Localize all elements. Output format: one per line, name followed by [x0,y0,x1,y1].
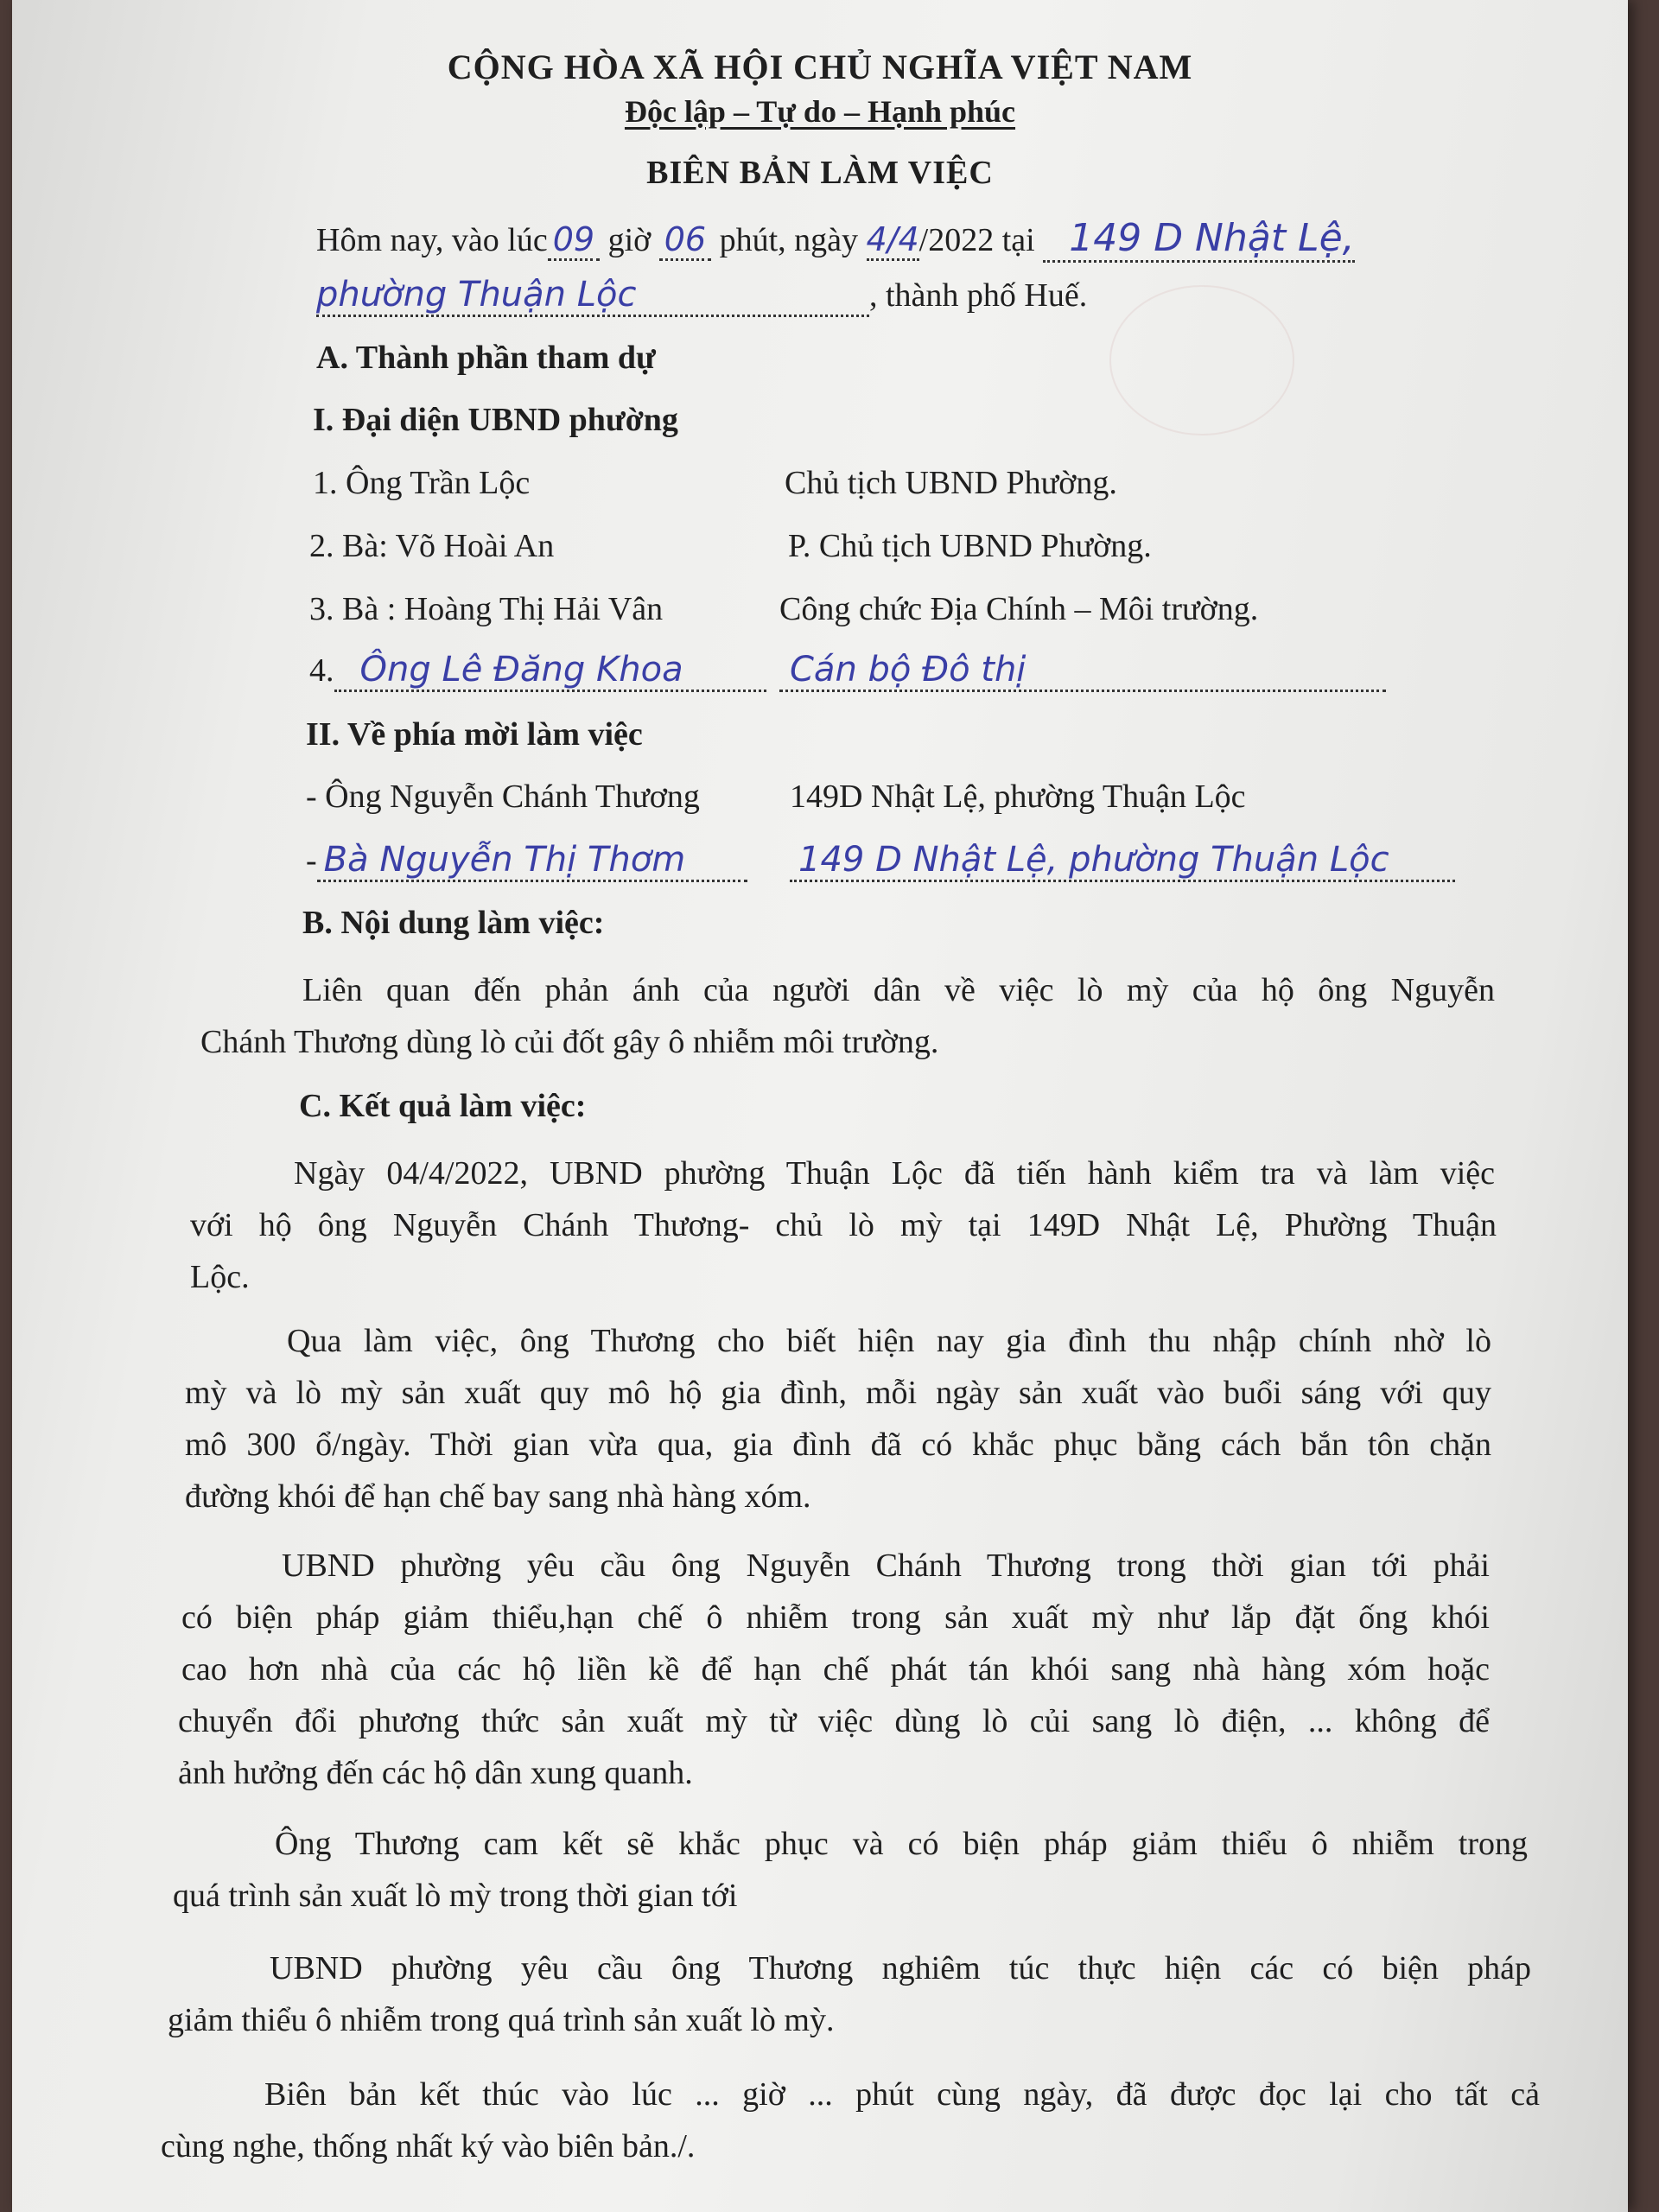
invitee-2-row [306,840,747,882]
member-1-role: Chủ tịch UBND Phường. [785,465,1117,501]
section-a-sub1: I. Đại diện UBND phường [313,402,678,438]
c-p5-line-1: UBND phường yêu cầu ông Thương nghiêm túc thực hiện các có biện pháp [270,1950,1531,1986]
c-p5-line-2: giảm thiểu ô nhiễm trong quá trình sản xuất lò mỳ. [168,2002,835,2038]
c-p3-line-3: cao hơn nhà của các hộ liền kề để hạn chế phát tán khói sang nhà hàng xóm hoặc [181,1651,1490,1688]
c-p4-line-2: quá trình sản xuất lò mỳ trong thời gian tới [173,1878,738,1914]
c-p1-line-1: Ngày 04/4/2022, UBND phường Thuận Lộc đã tiến hành kiểm tra và làm việc [294,1155,1495,1192]
intro-line-1 [316,216,1355,260]
invitee-2-prefix: - [306,842,317,879]
section-a-heading: A. Thành phần tham dự [316,340,656,376]
section-a-sub2: II. Về phía mời làm việc [306,716,643,753]
section-b-heading: B. Nội dung làm việc: [302,905,605,941]
member-1-name: 1. Ông Trần Lộc [313,465,531,501]
c-p3-line-4: chuyển đổi phương thức sản xuất mỳ từ việc dùng lò củi sang lò điện, ... không để [178,1703,1490,1739]
c-p1-line-3: Lộc. [190,1259,250,1295]
c-p2-line-1: Qua làm việc, ông Thương cho biết hiện nay gia đình thu nhập chính nhờ lò [287,1323,1491,1359]
c-p2-line-2: mỳ và lò mỳ sản xuất quy mô hộ gia đình, mỗi ngày sản xuất vào buổi sáng với quy [185,1375,1491,1411]
member-3-role: Công chức Địa Chính – Môi trường. [779,591,1259,627]
member-3-name: 3. Bà : Hoàng Thị Hải Vân [309,591,664,627]
motto [12,93,1628,130]
intro-text-1: Hôm nay, vào lúc [316,222,548,258]
hand-hour: 09 [548,220,600,261]
c-p1-line-2: với hộ ông Nguyễn Chánh Thương- chủ lò mỳ tại 149D Nhật Lệ, Phường Thuận [190,1207,1497,1243]
country-header: CỘNG HÒA XÃ HỘI CHỦ NGHĨA VIỆT NAM [447,48,1193,86]
c-p6-line-2: cùng nghe, thống nhất ký vào biên bản./. [161,2128,696,2164]
member-2-role: P. Chủ tịch UBND Phường. [788,528,1152,564]
hand-member-4-role: Cán bộ Đô thị [779,650,1386,692]
member-4-row [309,650,766,692]
hand-member-4-name: Ông Lê Đăng Khoa [334,650,766,692]
document-title: BIÊN BẢN LÀM VIỆC [646,155,994,191]
hand-invitee-2-address: 149 D Nhật Lệ, phường Thuận Lộc [790,840,1455,882]
hand-date: 4/4 [867,220,919,261]
c-p6-line-1: Biên bản kết thúc vào lúc ... giờ ... phút cùng ngày, đã được đọc lại cho tất cả [264,2076,1540,2113]
c-p3-line-5: ảnh hưởng đến các hộ dân xung quanh. [178,1755,693,1791]
c-p3-line-2: có biện pháp giảm thiểu,hạn chế ô nhiễm trong sản xuất mỳ như lắp đặt ống khói [181,1599,1490,1636]
faint-stamp-mark [1109,285,1294,435]
hand-invitee-2-name: Bà Nguyễn Thị Thơm [317,840,747,882]
motto-text: Độc lập – Tự do – Hạnh phúc [624,94,1016,129]
intro-text-3: phút, ngày [719,222,859,258]
c-p4-line-1: Ông Thương cam kết sẽ khắc phục và có biện pháp giảm thiểu ô nhiễm trong [275,1826,1528,1862]
section-b-line-1: Liên quan đến phản ánh của người dân về việc lò mỳ của hộ ông Nguyễn [302,972,1495,1008]
member-4-role-row [779,650,1386,692]
hand-ward: phường Thuận Lộc [316,275,869,317]
invitee-2-address-row [790,840,1455,882]
member-2-name: 2. Bà: Võ Hoài An [309,528,555,564]
intro-text-4: /2022 tại [918,222,1035,258]
member-4-prefix: 4. [309,652,334,689]
invitee-1-name: - Ông Nguyễn Chánh Thương [306,779,700,815]
c-p2-line-3: mô 300 ổ/ngày. Thời gian vừa qua, gia đình đã có khắc phục bằng cách bắn tôn chặn [185,1427,1491,1463]
section-b-line-2: Chánh Thương dùng lò củi đốt gây ô nhiễm môi trường. [200,1024,939,1060]
intro-line-2 [316,275,1087,317]
hand-address: 149 D Nhật Lệ, [1043,216,1354,263]
section-c-heading: C. Kết quả làm việc: [299,1088,587,1124]
invitee-1-address: 149D Nhật Lệ, phường Thuận Lộc [790,779,1246,815]
c-p2-line-4: đường khói để hạn chế bay sang nhà hàng xóm. [185,1478,811,1515]
document-page [12,0,1628,2212]
intro-city: , thành phố Huế. [869,277,1088,314]
intro-text-2: giờ [607,222,652,258]
hand-minute: 06 [659,220,711,261]
c-p3-line-1: UBND phường yêu cầu ông Nguyễn Chánh Thương trong thời gian tới phải [282,1548,1490,1584]
